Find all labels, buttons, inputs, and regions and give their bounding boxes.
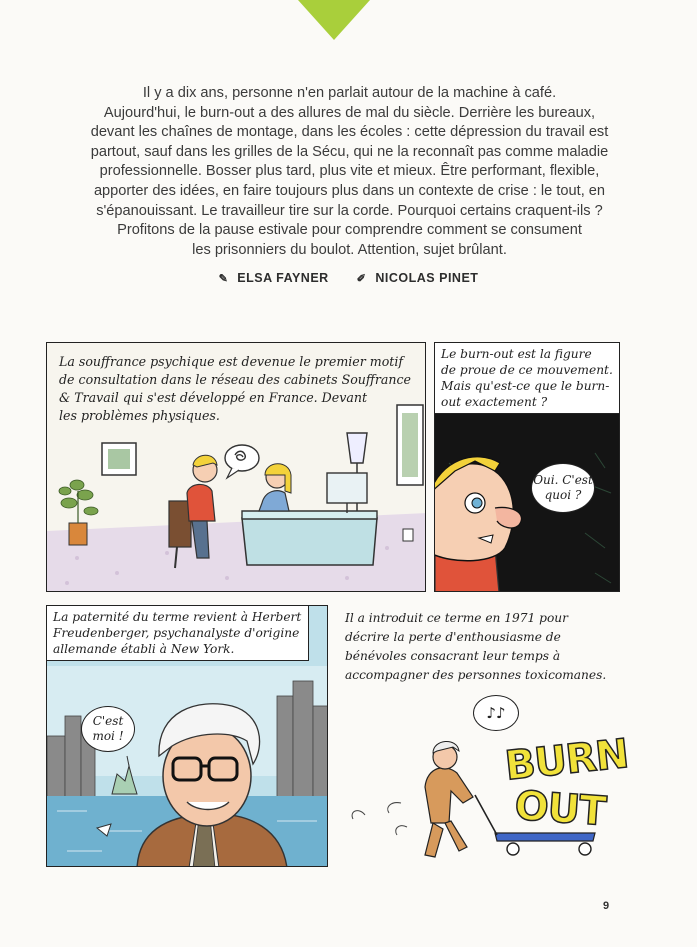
- intro-line: partout, sauf dans les grilles de la Sécu, qui ne la reconnaît pas comme maladie: [90, 143, 609, 160]
- intro-line: devant les chaînes de montage, dans les écoles : cette dépression du travail est: [90, 124, 609, 141]
- comic-panel-consultation: [46, 342, 426, 592]
- bubble-line: C'est: [92, 714, 124, 728]
- caption-line: les problèmes physiques.: [59, 408, 220, 423]
- author-credits: [0, 271, 697, 285]
- bubble-line: quoi ?: [544, 488, 582, 502]
- panel-caption: [345, 609, 620, 685]
- caption-line: Il a introduit ce terme en 1971 pour: [345, 611, 568, 625]
- caption-line: & Travail qui s'est développé en France. Devant: [59, 390, 368, 405]
- intro-line: s'épanouissant. Le travailleur tire sur la corde. Pourquoi certains craquent-ils ?: [96, 202, 603, 219]
- caption-line: allemande établi à New York.: [53, 642, 235, 656]
- caption-line: out exactement ?: [441, 395, 548, 409]
- intro-line: Aujourd'hui, le burn-out a des allures de mal du siècle. Derrière les bureaux,: [103, 104, 596, 121]
- intro-line: Profitons de la pause estivale pour comprendre comment se consument: [117, 222, 582, 239]
- music-notes-icon: ♪♪: [486, 703, 506, 722]
- bubble-line: moi !: [92, 729, 124, 743]
- artist-name: NICOLAS PINET: [375, 271, 479, 285]
- sign-word-burn: BURN: [502, 730, 631, 790]
- artist-credit: [351, 271, 485, 285]
- bubble-line: Oui. C'est: [533, 473, 593, 487]
- caption-line: Le burn-out est la figure: [441, 347, 592, 361]
- caption-line: décrire la perte d'enthousiasme de: [345, 630, 561, 644]
- caption-line: accompagner des personnes toxicomanes.: [345, 668, 607, 682]
- panel-caption: [47, 606, 309, 661]
- caption-line: de proue de ce mouvement.: [441, 363, 613, 377]
- intro-paragraph: [62, 84, 637, 260]
- caption-line: Mais qu'est-ce que le burn-: [441, 379, 610, 393]
- intro-line: les prisonniers du boulot. Attention, sujet brûlant.: [192, 241, 507, 258]
- brush-icon: ✐: [356, 273, 367, 285]
- speech-bubble: [531, 463, 595, 513]
- comic-panel-burnout-question: [434, 342, 620, 592]
- panel-caption: [59, 353, 419, 425]
- caption-line: bénévoles consacrant leur temps à: [345, 649, 561, 663]
- caption-line: La souffrance psychique est devenue le premier motif: [59, 354, 404, 369]
- speech-bubble-music: [473, 695, 519, 731]
- page-number: 9: [603, 900, 610, 912]
- writer-credit: [213, 271, 339, 285]
- burnout-sign: [502, 730, 631, 841]
- comic-panel-burnout-sign: [345, 605, 631, 867]
- quill-icon: ✎: [218, 273, 229, 285]
- comic-panel-freudenberger: [46, 605, 328, 867]
- caption-line: La paternité du terme revient à Herbert: [53, 610, 302, 624]
- panel-caption: [435, 343, 620, 414]
- intro-line: Il y a dix ans, personne n'en parlait autour de la machine à café.: [142, 85, 557, 101]
- caption-line: de consultation dans le réseau des cabinets Souffrance: [59, 372, 411, 387]
- speech-bubble: [81, 706, 135, 752]
- writer-name: ELSA FAYNER: [237, 271, 329, 285]
- intro-line: professionnelle. Bosser plus tard, plus vite et mieux. Être performant, flexible,: [99, 163, 600, 180]
- green-triangle-marker: [298, 0, 370, 40]
- sign-word-out: OUT: [513, 782, 607, 836]
- caption-line: Freudenberger, psychanalyste d'origine: [53, 626, 300, 640]
- intro-line: apporter des idées, en faire toujours plus dans un contexte de crise : le tout, en: [93, 182, 606, 199]
